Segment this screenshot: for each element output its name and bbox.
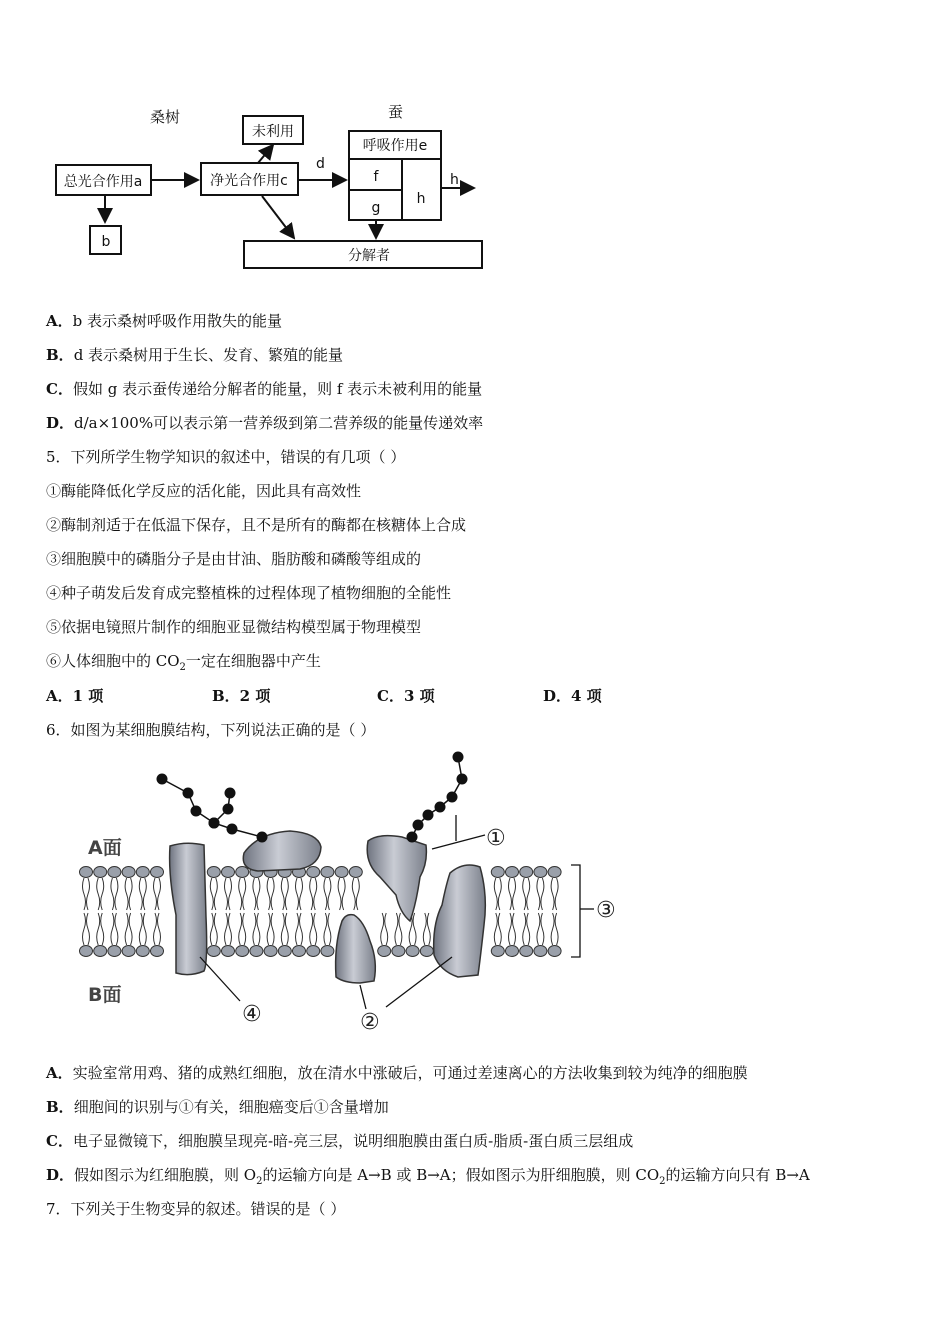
q5-option-c[interactable]: C．3 项 — [377, 687, 435, 705]
q5-statement-5: ⑤依据电镜照片制作的细胞亚显微结构模型属于物理模型 — [46, 618, 422, 636]
q5-stem: 5．下列所学生物学知识的叙述中，错误的有几项（ ） — [46, 448, 406, 466]
box-decomposer — [244, 241, 482, 268]
q5-statement-3: ③细胞膜中的磷脂分子是由甘油、脂肪酸和磷酸等组成的 — [46, 550, 422, 568]
label-a-face: A面 — [88, 837, 122, 859]
q5-option-a[interactable]: A．1 项 — [46, 687, 104, 705]
box-gross-photosynthesis — [56, 165, 151, 195]
q4-option-c[interactable]: C．假如 g 表示蚕传递给分解者的能量，则 f 表示未被利用的能量 — [46, 380, 483, 398]
protein-peripheral-top — [243, 831, 321, 871]
marker-2: ② — [360, 1010, 380, 1035]
arrow-h-label: h — [450, 172, 459, 188]
box-h-label: h — [416, 191, 426, 207]
q4-option-a[interactable]: A．b 表示桑树呼吸作用散失的能量 — [46, 312, 283, 330]
glycoprotein — [367, 836, 426, 921]
q4-option-b[interactable]: B．d 表示桑树用于生长、发育、繁殖的能量 — [46, 346, 344, 364]
box-net-photosynthesis — [201, 163, 298, 195]
q6-option-b[interactable]: B．细胞间的识别与①有关，细胞癌变后①含量增加 — [46, 1098, 389, 1116]
q4-option-d[interactable]: D．d/a×100%可以表示第一营养级到第二营养级的能量传递效率 — [46, 414, 484, 432]
label-mulberry: 桑树 — [150, 108, 181, 126]
q5-statement-2: ②酶制剂适于在低温下保存，且不是所有的酶都在核糖体上合成 — [46, 516, 467, 534]
q5-option-b[interactable]: B．2 项 — [212, 687, 271, 705]
q6-option-a[interactable]: A．实验室常用鸡、猪的成熟红细胞，放在清水中涨破后，可通过差速离心的方法收集到较为纯净的细胞膜 — [46, 1064, 748, 1082]
box-g-label: g — [371, 200, 381, 216]
phospholipid-bilayer — [80, 867, 562, 957]
label-b-face: B面 — [88, 984, 122, 1006]
energy-flow-diagram — [0, 0, 950, 300]
box-silkworm — [349, 131, 441, 220]
oligosaccharide-chains — [157, 752, 468, 843]
box-respiration-label: 呼吸作用e — [362, 138, 428, 154]
marker-1: ① — [486, 826, 506, 851]
box-b — [90, 226, 121, 254]
q5-option-d[interactable]: D．4 项 — [543, 687, 602, 705]
q6-option-c[interactable]: C．电子显微镜下，细胞膜呈现亮-暗-亮三层，说明细胞膜由蛋白质-脂质-蛋白质三层组成 — [46, 1132, 634, 1150]
q5-statement-6: ⑥人体细胞中的 $CO_2$一定在细胞器中产生 — [46, 652, 321, 673]
q6-option-d[interactable]: D．假如图示为红细胞膜，则 $O_2$的运输方向是 A→B 或 B→A；假如图示为肝细胞膜，则 $CO_2$的运输方向只有 B→A — [46, 1166, 810, 1187]
label-silkworm: 蚕 — [388, 103, 404, 121]
marker-3: ③ — [596, 898, 616, 923]
cell-membrane-diagram — [0, 745, 950, 1045]
q5-statement-4: ④种子萌发后发育成完整植株的过程体现了植物细胞的全能性 — [46, 584, 452, 602]
box-gross-label: 总光合作用a — [63, 174, 143, 190]
q7-stem: 7．下列关于生物变异的叙述。错误的是（ ） — [46, 1200, 346, 1218]
arrow-d-label: d — [316, 156, 325, 172]
protein-transmembrane-right — [434, 865, 486, 977]
box-unused — [243, 116, 303, 144]
marker-4: ④ — [242, 1002, 262, 1027]
box-unused-label: 未利用 — [252, 124, 294, 140]
protein-embedded-bottom — [336, 915, 376, 983]
q6-stem: 6．如图为某细胞膜结构，下列说法正确的是（ ） — [46, 721, 376, 739]
protein-transmembrane-left — [170, 843, 207, 974]
q5-statement-1: ①酶能降低化学反应的活化能，因此具有高效性 — [46, 482, 362, 500]
box-net-label: 净光合作用c — [210, 173, 288, 189]
box-f-label: f — [373, 169, 379, 185]
box-decomposer-label: 分解者 — [348, 248, 390, 264]
box-b-label: b — [101, 234, 111, 250]
